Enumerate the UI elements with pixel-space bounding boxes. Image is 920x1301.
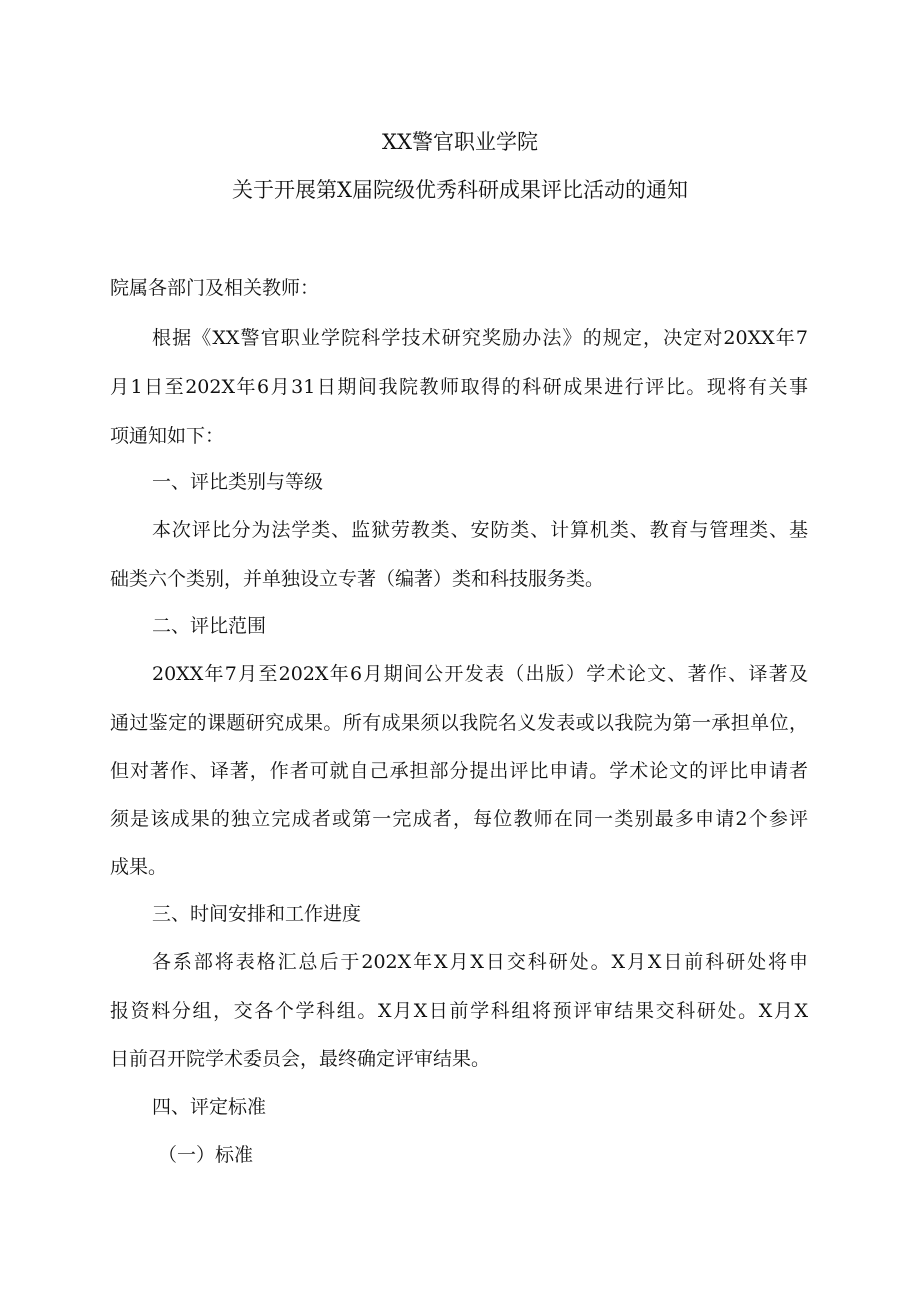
- intro-line-1: 根据《XX警官职业学院科学技术研究奖励办法》的规定，决定对20XX年7: [152, 327, 808, 349]
- section-2-line-4: 须是该成果的独立完成者或第一完成者，每位教师在同一类别最多申请2个参评: [110, 808, 808, 830]
- section-4-subheading: （一）标准: [158, 1144, 254, 1166]
- section-1-line-2: 础类六个类别，并单独设立专著（编著）类和科技服务类。: [110, 568, 605, 590]
- section-3-line-3: 日前召开院学术委员会，最终确定评审结果。: [110, 1048, 491, 1070]
- section-2-line-2: 通过鉴定的课题研究成果。所有成果须以我院名义发表或以我院为第一承担单位，: [110, 712, 808, 734]
- intro-line-3: 项通知如下：: [110, 425, 225, 447]
- section-3-line-2: 报资料分组，交各个学科组。X月X日前学科组将预评审结果交科研处。X月X: [110, 1000, 808, 1022]
- section-2-line-1: 20XX年7月至202X年6月期间公开发表（出版）学术论文、著作、译著及: [152, 663, 808, 685]
- salutation: 院属各部门及相关教师：: [110, 277, 320, 299]
- section-1-line-1: 本次评比分为法学类、监狱劳教类、安防类、计算机类、教育与管理类、基: [152, 519, 808, 541]
- document-title-notice: 关于开展第X届院级优秀科研成果评比活动的通知: [232, 178, 688, 202]
- section-1-heading: 一、评比类别与等级: [152, 471, 324, 493]
- section-4-heading: 四、评定标准: [152, 1096, 267, 1118]
- section-2-line-5: 成果。: [110, 856, 168, 878]
- document-title-institution: XX警官职业学院: [382, 130, 538, 154]
- section-2-heading: 二、评比范围: [152, 615, 267, 637]
- section-3-line-1: 各系部将表格汇总后于202X年X月X日交科研处。X月X日前科研处将申: [152, 951, 808, 973]
- section-2-line-3: 但对著作、译著，作者可就自己承担部分提出评比申请。学术论文的评比申请者: [110, 760, 808, 782]
- section-3-heading: 三、时间安排和工作进度: [152, 903, 362, 925]
- intro-line-2: 月1日至202X年6月31日期间我院教师取得的科研成果进行评比。现将有关事: [110, 376, 808, 398]
